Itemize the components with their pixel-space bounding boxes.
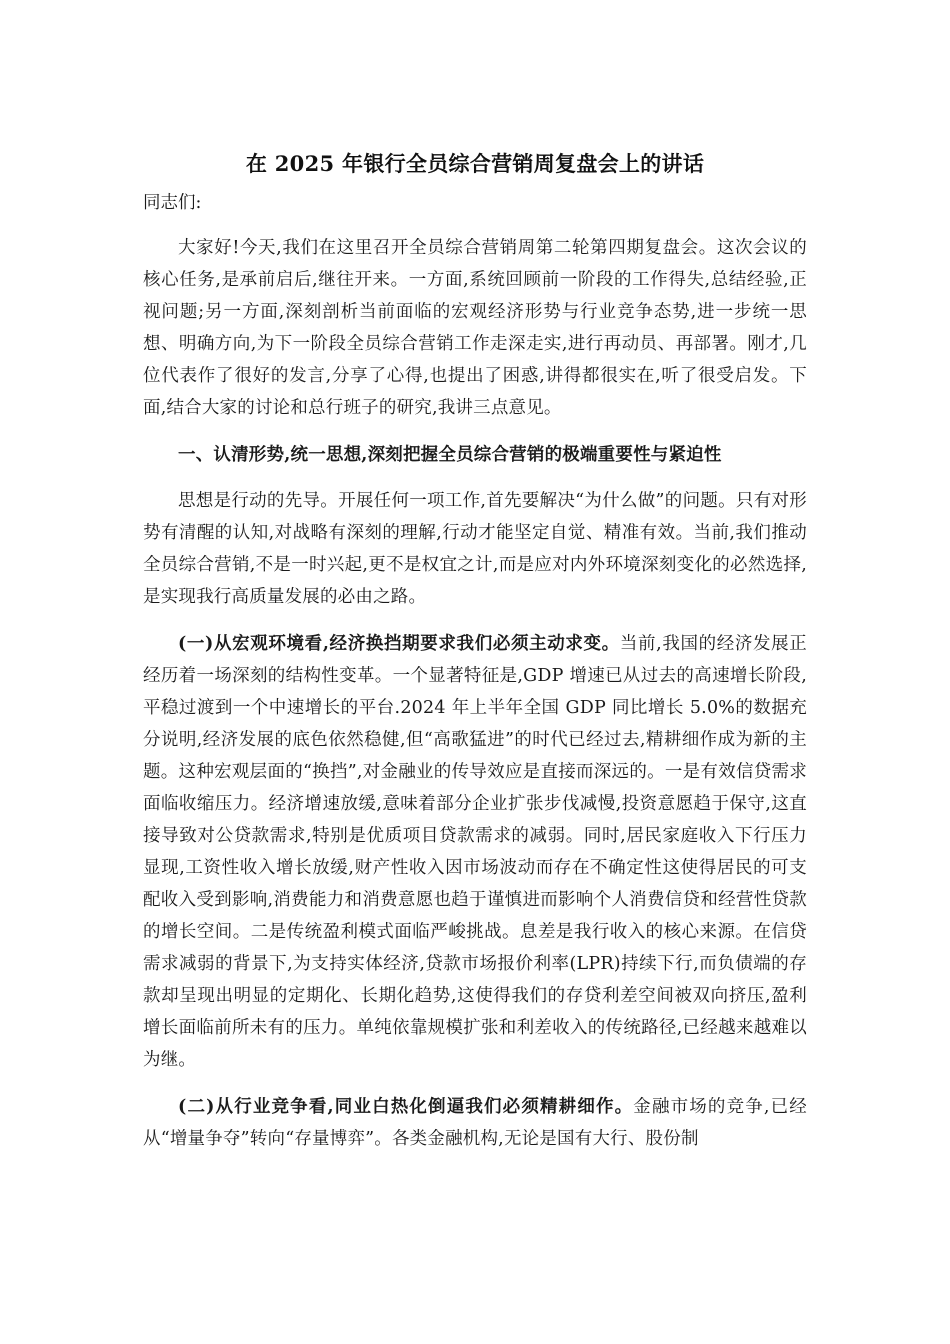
point-1-body: 当前,我国的经济发展正经历着一场深刻的结构性变革。一个显著特征是,GDP 增速已从过去的高速增长阶段,平稳过渡到一个中速增长的平台.2024 年上半年全国 GDP 同比增长 5.0%的数据充分说明,经济发展的底色依然稳健,但“高歌猛进”的时代已经过去,精耕细作成为新的主题。这种宏观层面的“换挡”,对金融业的传导效应是直接而深远的。一是有效信贷需求面临收缩压力。经济增速放缓,意味着部分企业扩张步伐减慢,投资意愿趋于保守,这直接导致对公贷款需求,特别是优质项目贷款需求的减弱。同时,居民家庭收入下行压力显现,工资性收入增长放缓,财产性收入因市场波动而存在不确定性这使得居民的可支配收入受到影响,消费能力和消费意愿也趋于谨慎进而影响个人消费信贷和经营性贷款的增长空间。二是传统盈利模式面临严峻挑战。息差是我行收入的核心来源。在信贷需求减弱的背景下,为支持实体经济,贷款市场报价利率(LPR)持续下行,而负债端的存款却呈现出明显的定期化、长期化趋势,这使得我们的存贷利差空间被双向挤压,盈利增长面临前所未有的压力。单纯依靠规模扩张和利差收入的传统路径,已经越来越难以为继。 <box>143 634 808 1070</box>
intro-paragraph: 大家好!今天,我们在这里召开全员综合营销周第二轮第四期复盘会。这次会议的核心任务,是承前启后,继往开来。一方面,系统回顾前一阶段的工作得失,总结经验,正视问题;另一方面,深刻剖析当前面临的宏观经济形势与行业竞争态势,进一步统一思想、明确方向,为下一阶段全员综合营销工作走深走实,进行再动员、再部署。刚才,几位代表作了很好的发言,分享了心得,也提出了困惑,讲得都很实在,听了很受启发。下面,结合大家的讨论和总行班子的研究,我讲三点意见。 <box>143 238 807 418</box>
point-1-paragraph <box>143 628 807 1076</box>
section-1-intro-paragraph: 思想是行动的先导。开展任何一项工作,首先要解决“为什么做”的问题。只有对形势有清醒的认知,对战略有深刻的理解,行动才能坚定自觉、精准有效。当前,我们推动全员综合营销,不是一时兴起,更不是权宜之计,而是应对内外环境深刻变化的必然选择,是实现我行高质量发展的必由之路。 <box>143 491 807 607</box>
point-2-paragraph <box>143 1091 807 1155</box>
point-1-lead: (一)从宏观环境看,经济换挡期要求我们必须主动求变。 <box>178 634 620 654</box>
point-2-lead: (二)从行业竞争看,同业白热化倒逼我们必须精耕细作。 <box>178 1097 634 1117</box>
point-2-body: 金融市场的竞争,已经从“增量争夺”转向“存量博弈”。各类金融机构,无论是国有大行、股份制 <box>143 1097 807 1149</box>
salutation: 同志们: <box>143 193 202 213</box>
section-heading-1: 一、认清形势,统一思想,深刻把握全员综合营销的极端重要性与紧迫性 <box>178 445 722 465</box>
document-title: 在 2025 年银行全员综合营销周复盘会上的讲话 <box>245 151 705 176</box>
document-page <box>143 148 807 1170</box>
